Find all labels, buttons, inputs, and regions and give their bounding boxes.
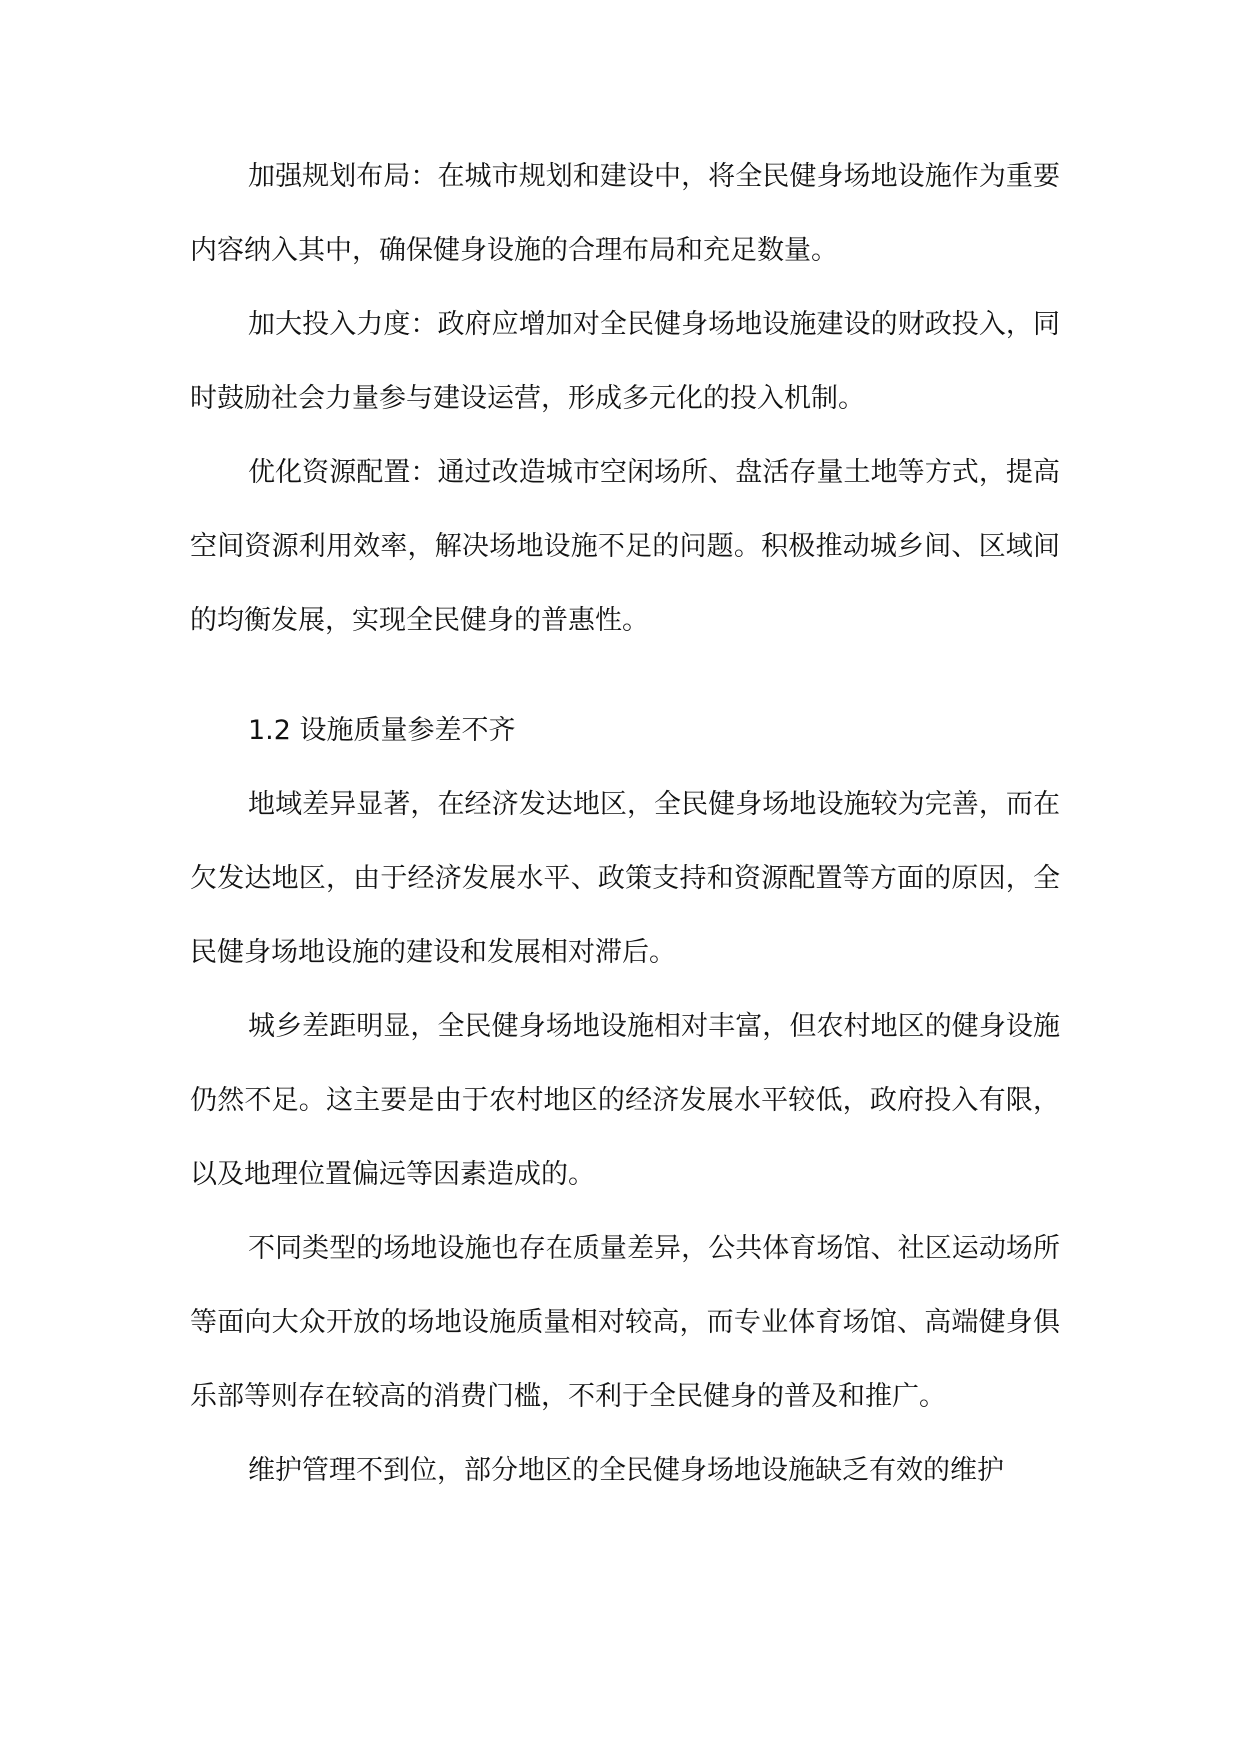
section-heading: 1.2 设施质量参差不齐: [248, 715, 516, 746]
paragraph-facility-type-quality: 不同类型的场地设施也存在质量差异，公共体育场馆、社区运动场所等面向大众开放的场地设施质量相对较高，而专业体育场馆、高端健身俱乐部等则存在较高的消费门槛，不利于全民健身的普及和推广。: [190, 1233, 1060, 1412]
paragraph-maintenance: 维护管理不到位，部分地区的全民健身场地设施缺乏有效的维护: [248, 1455, 1004, 1486]
paragraph-regional-difference: 地域差异显著，在经济发达地区，全民健身场地设施较为完善，而在欠发达地区，由于经济发展水平、政策支持和资源配置等方面的原因，全民健身场地设施的建设和发展相对滞后。: [190, 789, 1060, 968]
paragraph-urban-rural-gap: 城乡差距明显，全民健身场地设施相对丰富，但农村地区的健身设施仍然不足。这主要是由于农村地区的经济发展水平较低，政府投入有限，以及地理位置偏远等因素造成的。: [190, 1011, 1060, 1190]
paragraph-planning-layout: 加强规划布局：在城市规划和建设中，将全民健身场地设施作为重要内容纳入其中，确保健身设施的合理布局和充足数量。: [190, 161, 1060, 266]
paragraph-investment: 加大投入力度：政府应增加对全民健身场地设施建设的财政投入，同时鼓励社会力量参与建设运营，形成多元化的投入机制。: [190, 309, 1060, 414]
document-body: [190, 140, 1060, 1508]
paragraph-resource-allocation: 优化资源配置：通过改造城市空闲场所、盘活存量土地等方式，提高空间资源利用效率，解决场地设施不足的问题。积极推动城乡间、区域间的均衡发展，实现全民健身的普惠性。: [190, 457, 1060, 636]
